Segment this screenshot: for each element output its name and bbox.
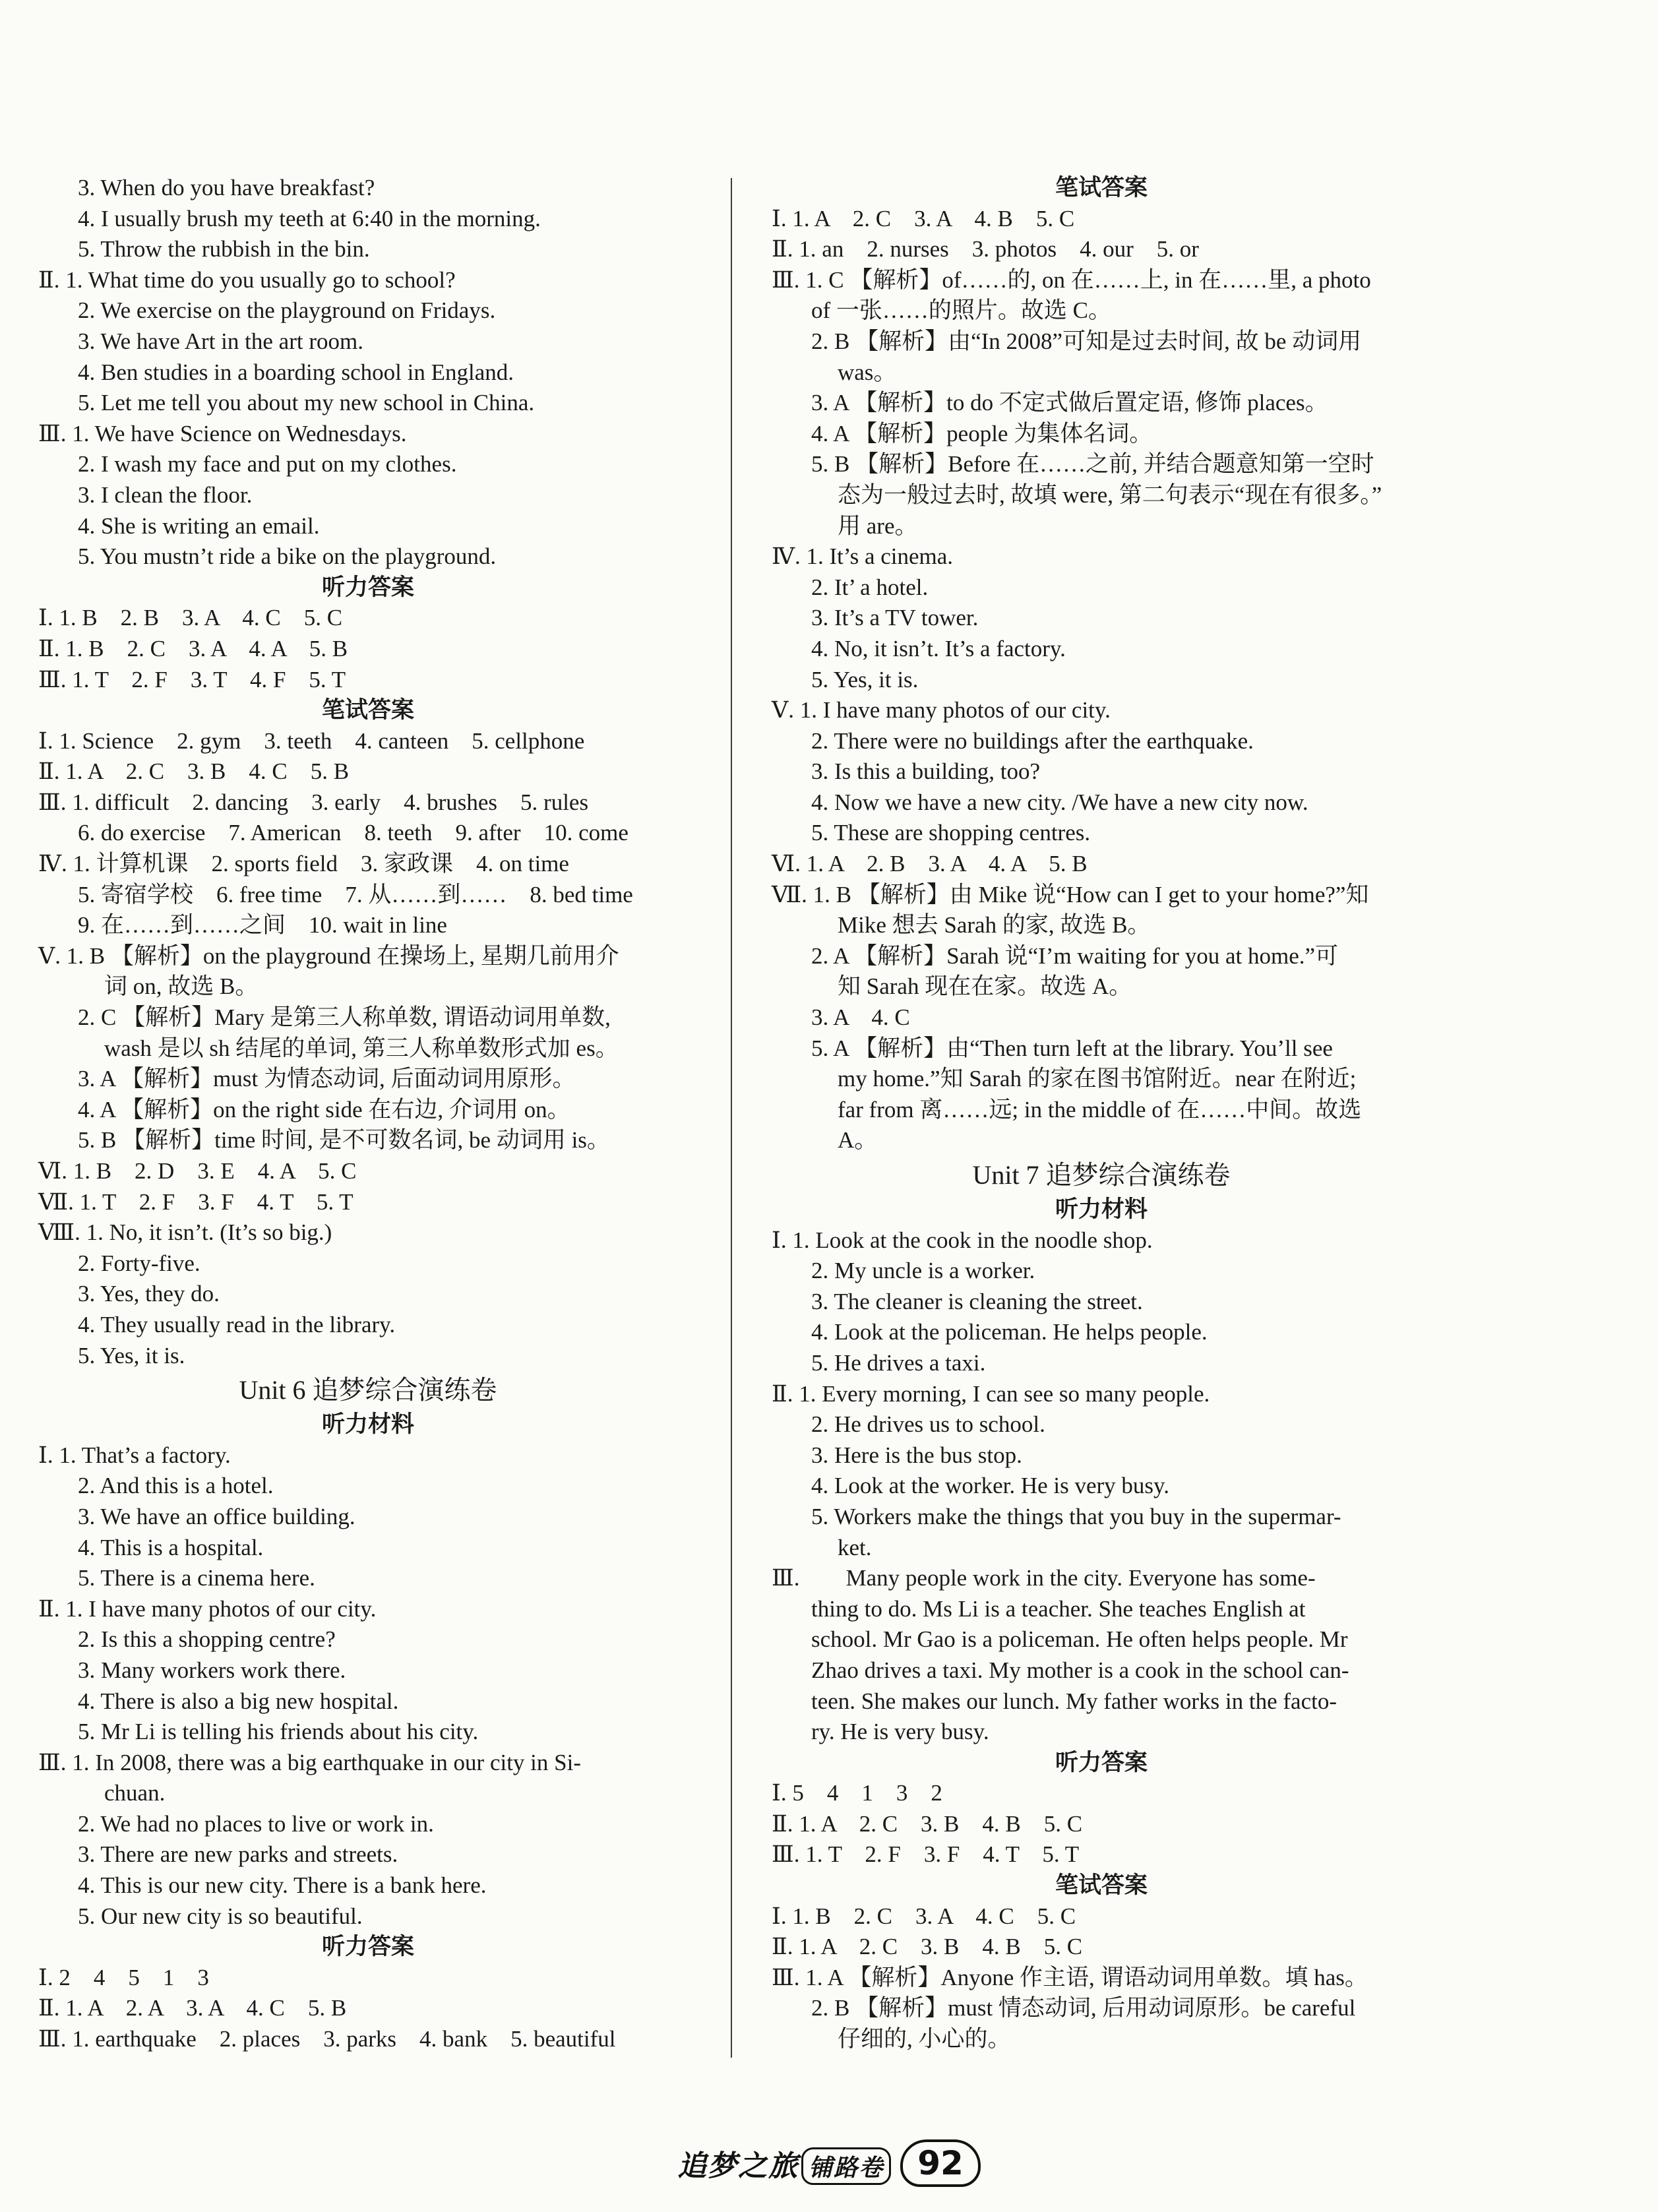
section-heading: 笔试答案 <box>1055 1872 1148 1899</box>
answer-line: 4. A 【解析】people 为集体名词。 <box>811 420 1153 446</box>
answer-line: Ⅲ. 1. We have Science on Wednesdays. <box>38 420 407 446</box>
answer-line: Ⅱ. 1. A 2. A 3. A 4. C 5. B <box>38 1995 347 2021</box>
answer-line: 5. Our new city is so beautiful. <box>78 1903 363 1929</box>
answer-line: my home.”知 Sarah 的家在图书馆附近。near 在附近; <box>838 1066 1357 1092</box>
right-column <box>772 173 1431 2055</box>
answer-line: Ⅳ. 1. It’s a cinema. <box>772 543 954 570</box>
answer-line: 4. Look at the policeman. He helps people. <box>811 1319 1208 1345</box>
answer-line: 2. There were no buildings after the earthquake. <box>811 727 1254 754</box>
answer-line: 3. When do you have breakfast? <box>78 175 375 200</box>
answer-line: 2. We had no places to live or work in. <box>78 1810 434 1837</box>
logo-box-text: 铺路卷 <box>801 2147 891 2185</box>
answer-line: 3. Here is the bus stop. <box>811 1442 1022 1468</box>
answer-line: 2. A 【解析】Sarah 说“I’m waiting for you at home.”可 <box>811 942 1339 969</box>
answer-line: Ⅲ. 1. T 2. F 3. T 4. F 5. T <box>38 666 346 692</box>
answer-line: Ⅰ. 1. B 2. C 3. A 4. C 5. C <box>772 1903 1076 1929</box>
section-heading: 听力答案 <box>1055 1749 1148 1776</box>
answer-line: wash 是以 sh 结尾的单词, 第三人称单数形式加 es。 <box>104 1035 619 1061</box>
answer-line: Zhao drives a taxi. My mother is a cook in the school can- <box>811 1657 1349 1683</box>
answer-line: 3. The cleaner is cleaning the street. <box>811 1288 1143 1314</box>
answer-line: 2. He drives us to school. <box>811 1411 1045 1438</box>
answer-line: Ⅳ. 1. 计算机课 2. sports field 3. 家政课 4. on time <box>38 851 569 877</box>
answer-line: was。 <box>838 359 897 385</box>
answer-line: Ⅱ. 1. B 2. C 3. A 4. A 5. B <box>38 635 348 661</box>
answer-line: Ⅲ. 1. T 2. F 3. F 4. T 5. T <box>772 1841 1080 1868</box>
answer-line: chuan. <box>104 1780 166 1806</box>
answer-line: school. Mr Gao is a policeman. He often helps people. Mr <box>811 1626 1348 1653</box>
answer-line: 9. 在……到……之间 10. wait in line <box>78 912 447 938</box>
answer-line: Ⅲ. 1. earthquake 2. places 3. parks 4. bank 5. beautiful <box>38 2026 616 2052</box>
answer-line: 5. These are shopping centres. <box>811 820 1091 846</box>
answer-line: 3. Yes, they do. <box>78 1281 220 1307</box>
answer-line: 3. A 【解析】must 为情态动词, 后面动词用原形。 <box>78 1066 576 1092</box>
answer-line: 3. Is this a building, too? <box>811 758 1041 785</box>
answer-line: Ⅶ. 1. T 2. F 3. F 4. T 5. T <box>38 1188 353 1215</box>
answer-line: 3. We have Art in the art room. <box>78 328 363 354</box>
answer-line: 4. A 【解析】on the right side 在右边, 介词用 on。 <box>78 1096 570 1122</box>
answer-line: 3. A 4. C <box>811 1004 910 1031</box>
answer-line: Ⅴ. 1. B 【解析】on the playground 在操场上, 星期几前用介 <box>38 942 619 969</box>
section-heading: 笔试答案 <box>321 697 414 724</box>
unit-title: Unit 6 追梦综合演练卷 <box>239 1375 497 1405</box>
answer-line: 4. I usually brush my teeth at 6:40 in the morning. <box>78 205 541 231</box>
answer-line: Ⅲ. 1. C 【解析】of……的, on 在……上, in 在……里, a photo <box>772 266 1371 293</box>
answer-line: Ⅰ. 2 4 5 1 3 <box>38 1964 209 1990</box>
answer-line: teen. She makes our lunch. My father works in the facto- <box>811 1688 1337 1714</box>
answer-line: Ⅲ. 1. A 【解析】Anyone 作主语, 谓语动词用单数。填 has。 <box>772 1964 1368 1990</box>
logo-text: 追梦之旅 <box>677 2149 799 2183</box>
answer-line: 用 are。 <box>838 512 918 539</box>
answer-line: Ⅴ. 1. I have many photos of our city. <box>772 697 1111 723</box>
answer-line: 6. do exercise 7. American 8. teeth 9. after 10. come <box>78 820 629 846</box>
answer-line: 知 Sarah 现在在家。故选 A。 <box>838 973 1132 1000</box>
answer-line: 5. Yes, it is. <box>78 1342 185 1368</box>
answer-line: 5. Throw the rubbish in the bin. <box>78 236 370 262</box>
answer-line: A。 <box>838 1127 878 1153</box>
answer-line: 2. My uncle is a worker. <box>811 1258 1035 1284</box>
answer-line: 5. A 【解析】由“Then turn left at the library. You’ll see <box>811 1035 1333 1061</box>
answer-line: 5. 寄宿学校 6. free time 7. 从……到…… 8. bed time <box>78 881 633 907</box>
answer-line: 4. Ben studies in a boarding school in England. <box>78 359 514 385</box>
answer-line: 2. B 【解析】must 情态动词, 后用动词原形。be careful <box>811 1995 1356 2021</box>
answer-line: 3. Many workers work there. <box>78 1657 346 1683</box>
answer-line: ket. <box>838 1534 872 1560</box>
answer-line: Ⅱ. 1. I have many photos of our city. <box>38 1595 377 1622</box>
answer-line: Ⅰ. 1. Science 2. gym 3. teeth 4. canteen 5. cellphone <box>38 727 585 754</box>
answer-line: Ⅱ. 1. What time do you usually go to school? <box>38 266 456 293</box>
section-heading: 听力答案 <box>321 1934 414 1961</box>
answer-line: 3. A 【解析】to do 不定式做后置定语, 修饰 places。 <box>811 390 1328 416</box>
answer-line: Ⅱ. 1. A 2. C 3. B 4. B 5. C <box>772 1934 1083 1960</box>
answer-line: Ⅶ. 1. B 【解析】由 Mike 说“How can I get to your home?”知 <box>772 881 1369 907</box>
answer-line: Ⅰ. 1. That’s a factory. <box>38 1442 231 1468</box>
series-logo <box>677 2142 891 2185</box>
answer-line: Ⅰ. 5 4 1 3 2 <box>772 1780 942 1806</box>
answer-line: Ⅰ. 1. B 2. B 3. A 4. C 5. C <box>38 605 343 631</box>
answer-line: far from 离……远; in the middle of 在……中间。故选 <box>838 1096 1362 1122</box>
answer-line: 2. It’ a hotel. <box>811 574 929 600</box>
left-column <box>38 173 698 2055</box>
answer-line: Ⅱ. 1. A 2. C 3. B 4. C 5. B <box>38 758 350 785</box>
answer-line: Ⅰ. 1. Look at the cook in the noodle shop. <box>772 1227 1153 1253</box>
answer-line: 4. They usually read in the library. <box>78 1311 396 1337</box>
section-heading: 听力答案 <box>321 574 414 601</box>
answer-line: 3. I clean the floor. <box>78 481 253 508</box>
answer-line: 态为一般过去时, 故填 were, 第二句表示“现在有很多。” <box>838 481 1382 508</box>
answer-line: 3. There are new parks and streets. <box>78 1841 398 1868</box>
answer-line: 2. Is this a shopping centre? <box>78 1626 336 1653</box>
answer-line: 3. It’s a TV tower. <box>811 605 979 631</box>
answer-line: 2. And this is a hotel. <box>78 1473 274 1499</box>
answer-line: 4. There is also a big new hospital. <box>78 1688 399 1714</box>
answer-line: 2. I wash my face and put on my clothes. <box>78 451 457 477</box>
section-heading: 听力材料 <box>1055 1196 1148 1223</box>
answer-line: 2. Forty-five. <box>78 1250 200 1276</box>
answer-line: of 一张……的照片。故选 C。 <box>811 297 1112 324</box>
answer-line: 5. He drives a taxi. <box>811 1349 986 1376</box>
answer-line: 4. She is writing an email. <box>78 512 320 539</box>
answer-line: 4. Now we have a new city. /We have a new city now. <box>811 789 1308 815</box>
answer-line: 5. Yes, it is. <box>811 666 919 692</box>
answer-line: 5. B 【解析】time 时间, 是不可数名词, be 动词用 is。 <box>78 1127 610 1153</box>
answer-line: 3. We have an office building. <box>78 1503 355 1529</box>
answer-line: Ⅲ. 1. In 2008, there was a big earthquake in our city in Si- <box>38 1749 581 1775</box>
answer-line: 5. There is a cinema here. <box>78 1565 315 1591</box>
answer-line: 5. B 【解析】Before 在……之前, 并结合题意知第一空时 <box>811 451 1374 477</box>
answer-line: Ⅵ. 1. A 2. B 3. A 4. A 5. B <box>772 851 1088 877</box>
answer-line: Ⅱ. 1. an 2. nurses 3. photos 4. our 5. or <box>772 236 1199 262</box>
section-heading: 听力材料 <box>321 1411 414 1438</box>
answer-line: 4. This is a hospital. <box>78 1534 264 1560</box>
answer-line: 4. This is our new city. There is a bank here. <box>78 1872 487 1899</box>
page-footer <box>0 2137 1658 2190</box>
unit-title: Unit 7 追梦综合演练卷 <box>972 1160 1231 1190</box>
answer-line: 5. Workers make the things that you buy in the supermar- <box>811 1503 1341 1529</box>
answer-line: 4. No, it isn’t. It’s a factory. <box>811 635 1066 661</box>
answer-line: Ⅵ. 1. B 2. D 3. E 4. A 5. C <box>38 1158 357 1184</box>
answer-line: 2. B 【解析】由“In 2008”可知是过去时间, 故 be 动词用 <box>811 328 1362 354</box>
column-divider <box>731 178 732 2058</box>
page-number: 92 <box>900 2139 981 2187</box>
answer-line: 仔细的, 小心的。 <box>838 2026 1011 2052</box>
answer-line: 5. You mustn’t ride a bike on the playground. <box>78 543 497 570</box>
answer-line: Ⅲ. Many people work in the city. Everyone has some- <box>772 1565 1316 1591</box>
answer-line: Ⅱ. 1. A 2. C 3. B 4. B 5. C <box>772 1810 1083 1837</box>
answer-line: 2. C 【解析】Mary 是第三人称单数, 谓语动词用单数, <box>78 1004 611 1031</box>
answer-line: ry. He is very busy. <box>811 1719 989 1745</box>
answer-line: Ⅲ. 1. difficult 2. dancing 3. early 4. brushes 5. rules <box>38 789 589 815</box>
answer-line: thing to do. Ms Li is a teacher. She teaches English at <box>811 1595 1306 1622</box>
section-heading: 笔试答案 <box>1055 175 1148 201</box>
answer-line: 词 on, 故选 B。 <box>104 973 259 1000</box>
answer-line: 5. Let me tell you about my new school in China. <box>78 390 535 416</box>
answer-line: Ⅱ. 1. Every morning, I can see so many people. <box>772 1380 1210 1407</box>
answer-line: Ⅰ. 1. A 2. C 3. A 4. B 5. C <box>772 205 1075 231</box>
answer-line: Mike 想去 Sarah 的家, 故选 B。 <box>838 912 1151 938</box>
answer-line: 2. We exercise on the playground on Fridays. <box>78 297 496 324</box>
answer-line: Ⅷ. 1. No, it isn’t. (It’s so big.) <box>38 1219 332 1246</box>
answer-line: 5. Mr Li is telling his friends about his city. <box>78 1719 479 1745</box>
answer-line: 4. Look at the worker. He is very busy. <box>811 1473 1170 1499</box>
